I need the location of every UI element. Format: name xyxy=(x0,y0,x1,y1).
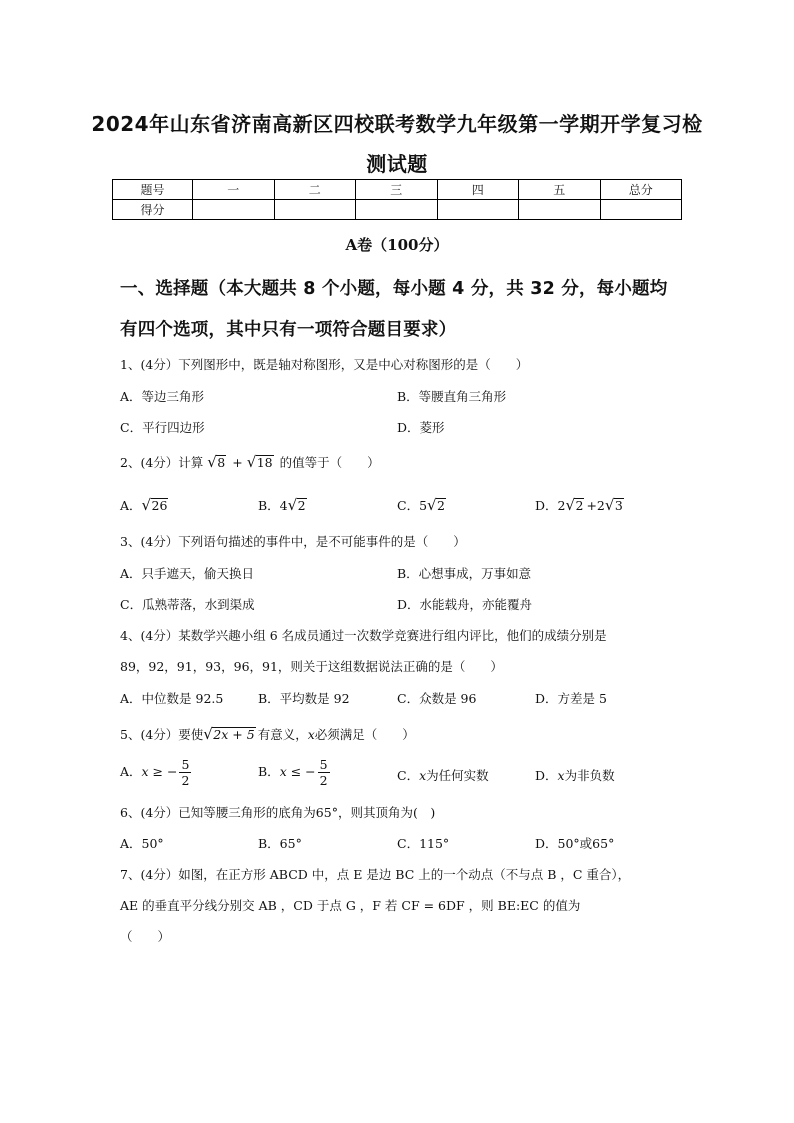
question-1-option-b[interactable]: B．等腰直角三角形 xyxy=(397,389,507,404)
score-row-label: 得分 xyxy=(113,200,193,220)
sqrt-expression: √ 3 xyxy=(605,498,624,513)
question-2-stem xyxy=(120,453,690,471)
sqrt-expression: √ 26 xyxy=(142,498,169,513)
sqrt-expression: √ 2 xyxy=(427,498,446,513)
score-cell[interactable] xyxy=(356,200,438,220)
section1-heading-line2: 有四个选项，其中只有一项符合题目要求） xyxy=(120,320,457,340)
fraction: $\frac{5}{2}$ xyxy=(181,757,190,788)
question-6-stem: 6、(4分）已知等腰三角形的底角为65°，则其顶角为( ) xyxy=(120,805,436,820)
score-cell[interactable] xyxy=(437,200,519,220)
question-5-option-d[interactable]: D．x为非负数 xyxy=(535,768,615,783)
score-table-header-row xyxy=(113,180,682,200)
question-4-option-a[interactable]: A．中位数是 92.5 xyxy=(120,691,224,706)
score-table-header-cell: 五 xyxy=(519,180,601,200)
score-table-header-cell: 四 xyxy=(437,180,519,200)
question-1-option-a[interactable]: A．等边三角形 xyxy=(120,389,205,404)
sqrt-expression: √ 8 xyxy=(207,455,226,470)
score-table-header-cell: 总分 xyxy=(600,180,682,200)
question-2-option-c[interactable]: C．5√ 2 xyxy=(397,496,448,514)
question-5-option-a[interactable]: A．x ≥ − $\frac{5}{2}$ xyxy=(120,757,190,788)
question-1-option-c[interactable]: C．平行四边形 xyxy=(120,420,205,435)
sqrt-expression: √ 2 xyxy=(288,498,307,513)
score-cell[interactable] xyxy=(600,200,682,220)
question-6-option-d[interactable]: D．50°或65° xyxy=(535,836,615,851)
score-table xyxy=(112,179,682,220)
question-7-stem-line1: 7、(4分）如图，在正方形 ABCD 中，点 E 是边 BC 上的一个动点（不与点 B ，C 重合）， xyxy=(120,867,631,882)
section1-heading-line1: 一、选择题（本大题共 8 个小题，每小题 4 分，共 32 分，每小题均 xyxy=(120,279,668,299)
score-cell[interactable] xyxy=(193,200,275,220)
question-5-option-b[interactable]: B．x ≤ − $\frac{5}{2}$ xyxy=(258,757,328,788)
question-3-option-d[interactable]: D．水能载舟，亦能覆舟 xyxy=(397,597,533,612)
question-3-option-c[interactable]: C．瓜熟蒂落，水到渠成 xyxy=(120,597,255,612)
sqrt-expression: √ 2x + 5 xyxy=(203,727,255,742)
question-2-prefix: 2、(4分）计算 xyxy=(120,455,204,470)
question-6-option-c[interactable]: C．115° xyxy=(397,836,450,851)
fraction: $\frac{5}{2}$ xyxy=(319,757,328,788)
score-table-header-cell: 一 xyxy=(193,180,275,200)
question-2-option-d[interactable]: D．2√ 2 +2√ 3 xyxy=(535,496,626,514)
question-5-option-c[interactable]: C．x为任何实数 xyxy=(397,768,489,783)
question-4-option-c[interactable]: C．众数是 96 xyxy=(397,691,477,706)
question-6-option-b[interactable]: B．65° xyxy=(258,836,302,851)
score-table-header-cell: 二 xyxy=(274,180,356,200)
question-6-option-a[interactable]: A．50° xyxy=(120,836,164,851)
question-7-stem-line3: （ ） xyxy=(120,929,171,944)
exam-title-line1: 2024年山东省济南高新区四校联考数学九年级第一学期开学复习检 xyxy=(91,112,703,136)
score-table-score-row xyxy=(113,200,682,220)
score-table-header-cell: 三 xyxy=(356,180,438,200)
question-3-option-b[interactable]: B．心想事成，万事如意 xyxy=(397,566,532,581)
question-4-option-b[interactable]: B．平均数是 92 xyxy=(258,691,350,706)
exam-title-line2: 测试题 xyxy=(366,152,428,176)
score-table-header-cell: 题号 xyxy=(113,180,193,200)
question-4-stem-line2: 89，92，91，93，96，91，则关于这组数据说法正确的是（ ） xyxy=(120,659,503,674)
question-4-stem-line1: 4、(4分）某数学兴趣小组 6 名成员通过一次数学竞赛进行组内评比，他们的成绩分别是 xyxy=(120,628,607,643)
plus-sign: + xyxy=(232,455,243,470)
question-5-stem: 5、(4分）要使√ 2x + 5 有意义，x必须满足（ ） xyxy=(120,725,690,743)
question-4-option-d[interactable]: D．方差是 5 xyxy=(535,691,607,706)
section-a-heading: A卷（100分） xyxy=(345,236,449,254)
question-1-stem: 1、(4分）下列图形中，既是轴对称图形，又是中心对称图形的是（ ） xyxy=(120,357,529,372)
question-3-stem: 3、(4分）下列语句描述的事件中，是不可能事件的是（ ） xyxy=(120,534,466,549)
sqrt-expression: √ 18 xyxy=(247,455,274,470)
score-cell[interactable] xyxy=(274,200,356,220)
question-2-option-a[interactable]: A．√ 26 xyxy=(120,496,170,514)
question-7-stem-line2: AE 的垂直平分线分别交 AB ，CD 于点 G ，F 若 CF = 6DF ，则 BE:EC 的值为 xyxy=(120,898,581,913)
question-2-suffix: 的值等于（ ） xyxy=(279,455,380,470)
score-cell[interactable] xyxy=(519,200,601,220)
question-3-option-a[interactable]: A．只手遮天，偷天换日 xyxy=(120,566,255,581)
question-1-option-d[interactable]: D．菱形 xyxy=(397,420,445,435)
question-2-option-b[interactable]: B．4√ 2 xyxy=(258,496,309,514)
sqrt-expression: √ 2 xyxy=(565,498,584,513)
